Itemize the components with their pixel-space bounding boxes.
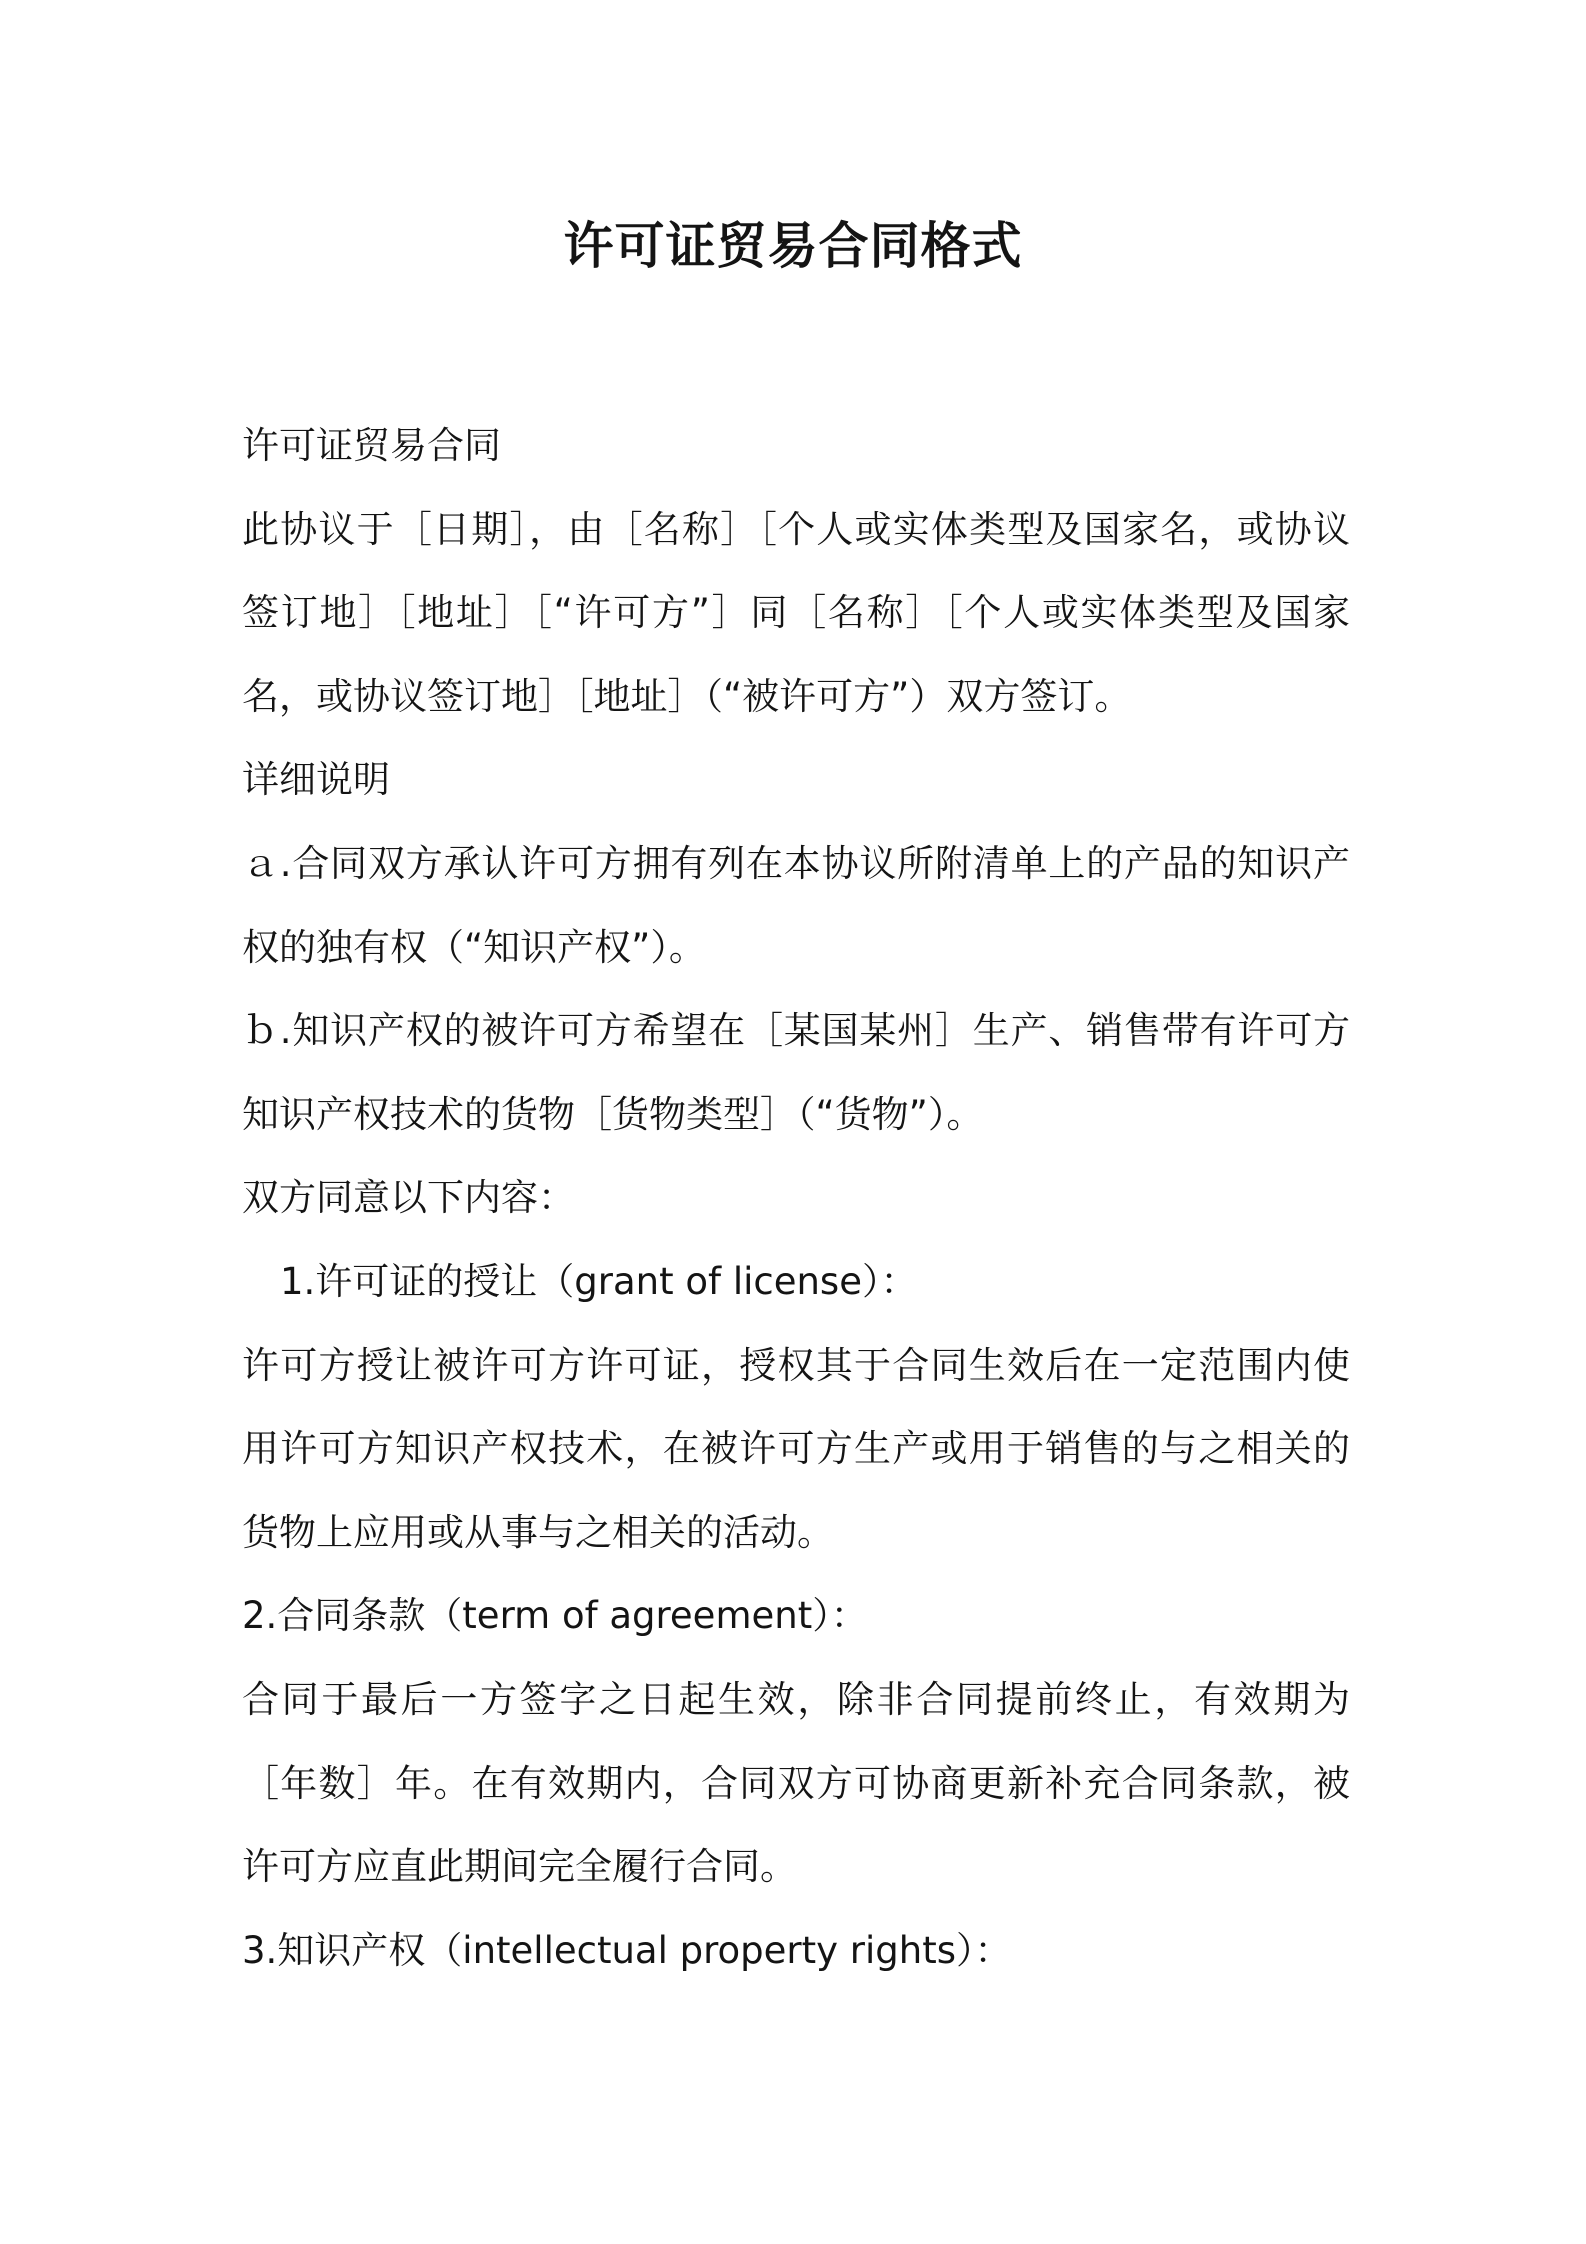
recital-a: ａ.合同双方承认许可方拥有列在本协议所附清单上的产品的知识产权的独有权（“知识产权”）。 — [242, 841, 1350, 969]
preamble-paragraph: 此协议于［日期］，由［名称］［个人或实体类型及国家名，或协议签订地］［地址］［“许可方”］同［名称］［个人或实体类型及国家名，或协议签订地］［地址］（“被许可方”）双方签订。 — [242, 507, 1350, 718]
contract-heading: 许可证贸易合同 — [242, 424, 501, 467]
document-title: 许可证贸易合同格式 — [563, 217, 1023, 275]
recital-b: ｂ.知识产权的被许可方希望在［某国某州］生产、销售带有许可方知识产权技术的货物［货物类型］（“货物”）。 — [242, 1009, 1350, 1136]
agreement-intro: 双方同意以下内容： — [242, 1176, 575, 1220]
section-3-heading: 3.知识产权（intellectual property rights）： — [242, 1928, 1012, 1972]
details-heading: 详细说明 — [242, 758, 390, 802]
section-1-body: 许可方授让被许可方许可证，授权其于合同生效后在一定范围内使用许可方知识产权技术，在被许可方生产或用于销售的与之相关的货物上应用或从事与之相关的活动。 — [242, 1343, 1350, 1554]
section-2-body: 合同于最后一方签字之日起生效，除非合同提前终止，有效期为［年数］年。在有效期内，合同双方可协商更新补充合同条款，被许可方应直此期间完全履行合同。 — [242, 1677, 1350, 1889]
section-1-heading: 1.许可证的授让（grant of license）： — [280, 1259, 918, 1303]
document-body — [242, 404, 1350, 1992]
section-2-heading: 2.合同条款（term of agreement）： — [242, 1594, 868, 1638]
